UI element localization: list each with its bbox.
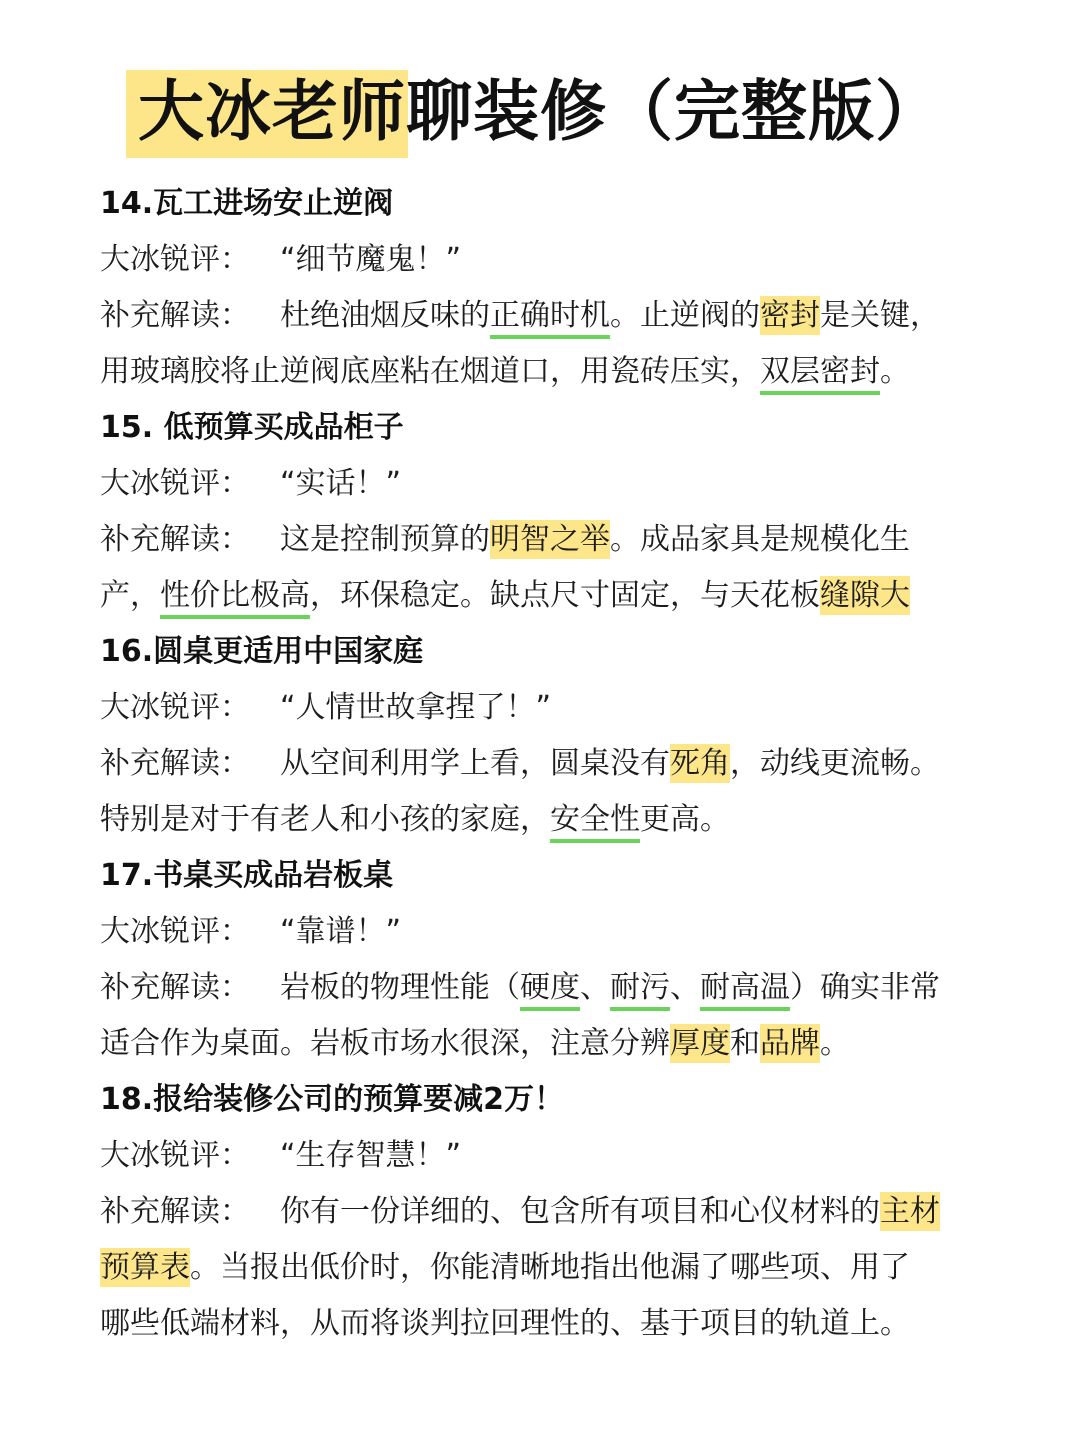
- explain-line: [100, 1016, 1010, 1072]
- explain-label: 补充解读：: [100, 522, 250, 557]
- highlighted-keyword: 品牌: [760, 1026, 820, 1061]
- highlighted-keyword: 密封: [760, 298, 820, 333]
- tip-section-17: [100, 848, 1010, 1072]
- explain-text: 岩板的物理性能（: [280, 970, 520, 1005]
- underlined-keyword: 正确时机: [490, 298, 610, 339]
- highlighted-keyword: 死角: [670, 746, 730, 781]
- tip-heading: 15. 低预算买成品柜子: [100, 410, 404, 445]
- comment-text: “靠谱！”: [280, 914, 402, 949]
- comment-label: 大冰锐评：: [100, 242, 250, 277]
- explain-line: [100, 288, 1010, 344]
- explain-text: 产，: [100, 578, 160, 613]
- explain-text: 这是控制预算的: [280, 522, 490, 557]
- title-rest-text: 聊装修（完整版）: [406, 73, 942, 150]
- tip-heading: 16.圆桌更适用中国家庭: [100, 634, 424, 669]
- explain-text: 你有一份详细的、包含所有项目和心仪材料的: [280, 1194, 880, 1229]
- title-highlighted-text: 大冰老师: [138, 73, 406, 150]
- highlighted-keyword: 预算表: [100, 1250, 190, 1285]
- comment-line: [100, 232, 1010, 288]
- comment-text: “实话！”: [280, 466, 402, 501]
- explain-text: 和: [730, 1026, 760, 1061]
- explain-text: 用玻璃胶将止逆阀底座粘在烟道口，用瓷砖压实，: [100, 354, 760, 389]
- explain-text: 杜绝油烟反味的: [280, 298, 490, 333]
- explain-label: 补充解读：: [100, 746, 250, 781]
- comment-label: 大冰锐评：: [100, 1138, 250, 1173]
- tip-heading: 18.报给装修公司的预算要减2万！: [100, 1082, 565, 1117]
- explain-line: [100, 344, 1010, 400]
- explain-text: 。当报出低价时，你能清晰地指出他漏了哪些项、用了: [190, 1250, 910, 1285]
- explain-text: 。止逆阀的: [610, 298, 760, 333]
- explain-label: 补充解读：: [100, 1194, 250, 1229]
- highlighted-keyword: 厚度: [670, 1026, 730, 1061]
- tip-section-16: [100, 624, 1010, 848]
- explain-text: 从空间利用学上看，圆桌没有: [280, 746, 670, 781]
- explain-text: ）确实非常: [790, 970, 940, 1005]
- underlined-keyword: 安全性: [550, 802, 640, 843]
- explain-label: 补充解读：: [100, 298, 250, 333]
- explain-text: 是关键，: [820, 298, 940, 333]
- tip-heading: 14.瓦工进场安止逆阀: [100, 186, 394, 221]
- highlighted-keyword: 主材: [880, 1194, 940, 1229]
- explain-text: ，动线更流畅。: [730, 746, 940, 781]
- comment-line: [100, 904, 1010, 960]
- content: [100, 176, 1010, 1352]
- comment-label: 大冰锐评：: [100, 466, 250, 501]
- title-area: [0, 62, 1080, 162]
- explain-label: 补充解读：: [100, 970, 250, 1005]
- comment-text: “人情世故拿捏了！”: [280, 690, 552, 725]
- explain-line: [100, 1296, 1010, 1352]
- underlined-keyword: 硬度: [520, 970, 580, 1011]
- tip-section-14: [100, 176, 1010, 400]
- comment-text: “生存智慧！”: [280, 1138, 462, 1173]
- explain-text: 。: [880, 354, 910, 389]
- comment-line: [100, 456, 1010, 512]
- explain-text: 更高。: [640, 802, 730, 837]
- explain-line: [100, 568, 1010, 624]
- explain-line: [100, 1240, 1010, 1296]
- explain-text: 哪些低端材料，从而将谈判拉回理性的、基于项目的轨道上。: [100, 1306, 910, 1341]
- explain-line: [100, 792, 1010, 848]
- explain-text: 特别是对于有老人和小孩的家庭，: [100, 802, 550, 837]
- underlined-keyword: 耐高温: [700, 970, 790, 1011]
- explain-line: [100, 1184, 1010, 1240]
- explain-text: 、: [580, 970, 610, 1005]
- tip-section-18: [100, 1072, 1010, 1352]
- explain-text: ，环保稳定。缺点尺寸固定，与天花板: [310, 578, 820, 613]
- tip-heading: 17.书桌买成品岩板桌: [100, 858, 394, 893]
- explain-line: [100, 736, 1010, 792]
- explain-text: 适合作为桌面。岩板市场水很深，注意分辨: [100, 1026, 670, 1061]
- underlined-keyword: 双层密封: [760, 354, 880, 395]
- highlighted-keyword: 缝隙大: [820, 578, 910, 613]
- tip-section-15: [100, 400, 1010, 624]
- explain-text: 。成品家具是规模化生: [610, 522, 910, 557]
- underlined-keyword: 性价比极高: [160, 578, 310, 619]
- page-title: [138, 62, 942, 162]
- comment-label: 大冰锐评：: [100, 690, 250, 725]
- explain-line: [100, 512, 1010, 568]
- comment-label: 大冰锐评：: [100, 914, 250, 949]
- underlined-keyword: 耐污: [610, 970, 670, 1011]
- explain-text: 、: [670, 970, 700, 1005]
- comment-line: [100, 680, 1010, 736]
- comment-text: “细节魔鬼！”: [280, 242, 462, 277]
- comment-line: [100, 1128, 1010, 1184]
- explain-text: 。: [820, 1026, 850, 1061]
- explain-line: [100, 960, 1010, 1016]
- highlighted-keyword: 明智之举: [490, 522, 610, 557]
